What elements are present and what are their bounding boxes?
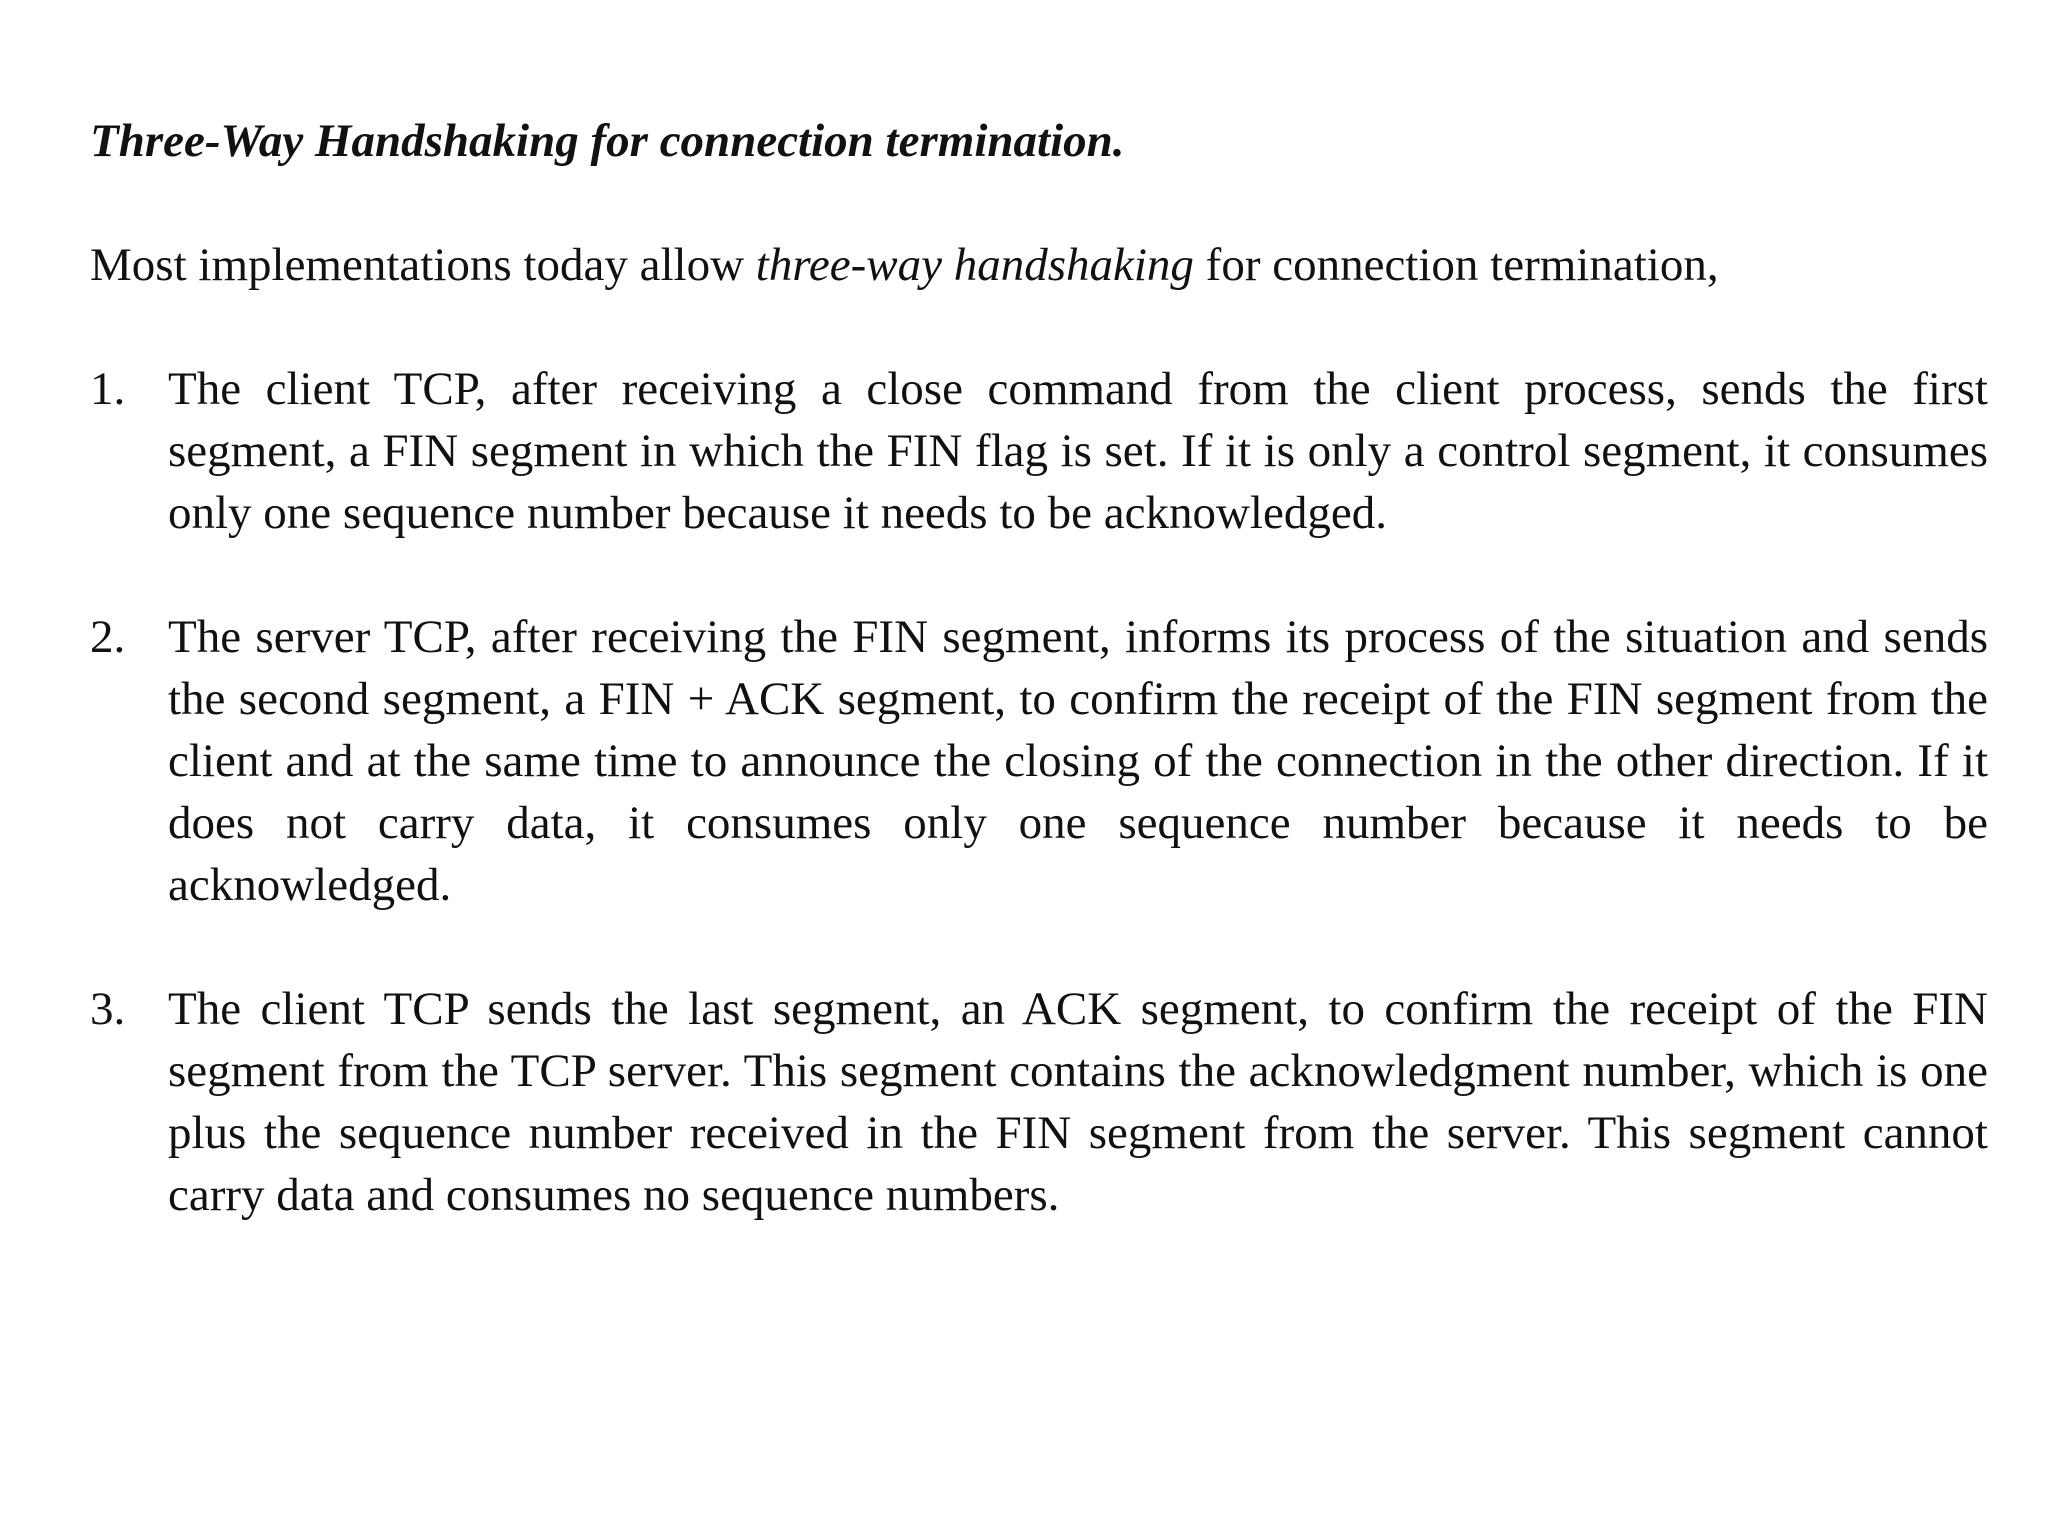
intro-text-start: Most implementations today allow: [90, 239, 756, 291]
steps-list: [90, 358, 1988, 1226]
list-item: [90, 358, 1988, 544]
list-item-text: The client TCP sends the last segment, an ACK segment, to confirm the receipt of the FIN segment from the TCP server. This segment contains the acknowledgment number, which is one plus the sequence number received in the FIN segment from the server. This segment cannot carry data and consumes no sequence numbers.: [168, 983, 1988, 1221]
intro-text-end: for connection termination,: [1193, 239, 1719, 291]
list-item-text: The server TCP, after receiving the FIN segment, informs its process of the situation and sends the second segment, a FIN + ACK segment, to confirm the receipt of the FIN segment from the client and at the same time to announce the closing of the connection in the other direction. If it does not carry data, it consumes only one sequence number because it needs to be acknowledged.: [168, 611, 1988, 911]
list-item-number: 3.: [90, 983, 126, 1035]
list-item-number: 2.: [90, 611, 126, 663]
list-item-number: 1.: [90, 363, 126, 415]
document-heading: Three-Way Handshaking for connection termination.: [90, 115, 1125, 167]
list-item: [90, 606, 1988, 916]
list-item-text: The client TCP, after receiving a close command from the client process, sends the first segment, a FIN segment in which the FIN flag is set. If it is only a control segment, it consumes only one sequence number because it needs to be acknowledged.: [168, 363, 1988, 539]
list-item: [90, 978, 1988, 1226]
intro-emphasis: three-way handshaking: [755, 239, 1194, 291]
document-page: [90, 110, 1988, 1288]
intro-paragraph: [90, 234, 1988, 296]
